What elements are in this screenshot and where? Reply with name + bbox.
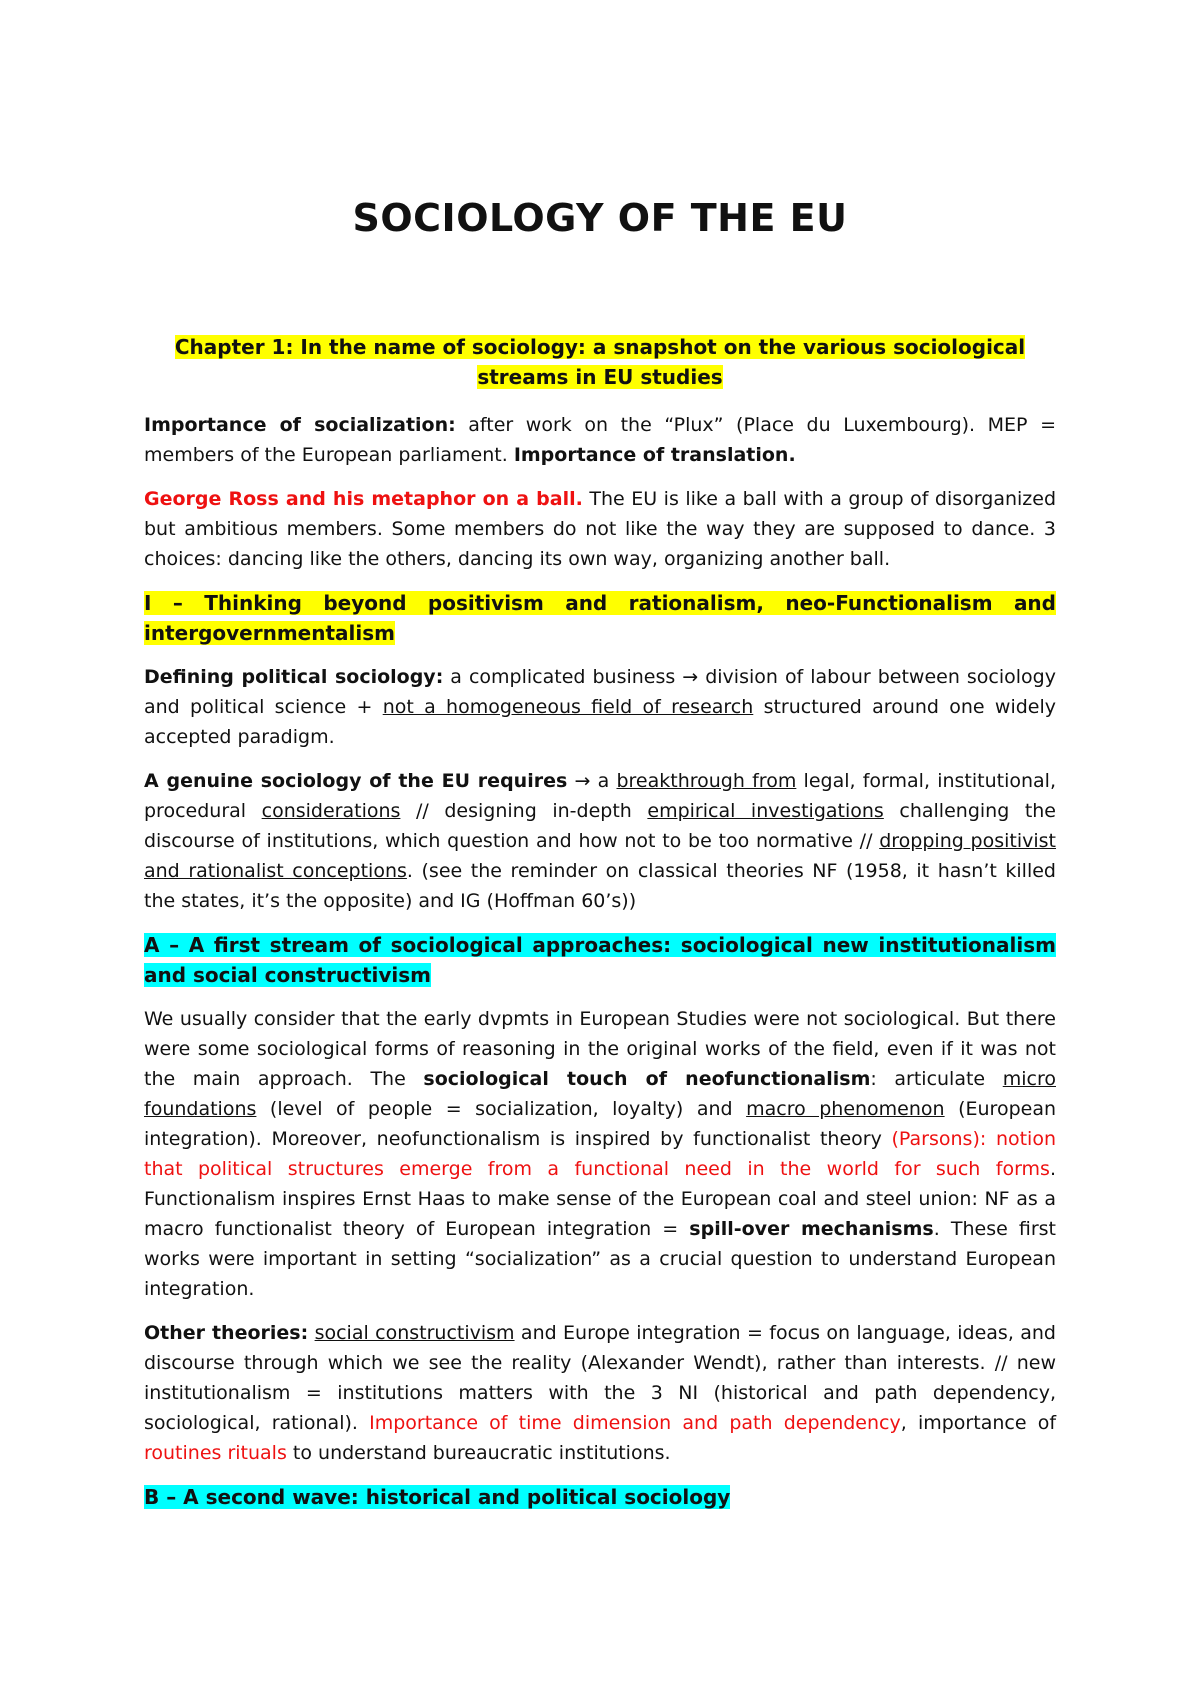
first-stream-bold-2: spill-over mechanisms bbox=[689, 1218, 934, 1240]
other-theories-underline-1: social constructivism bbox=[314, 1322, 515, 1344]
ross-lead: George Ross and his metaphor on a ball. bbox=[144, 488, 583, 510]
page-title: SOCIOLOGY OF THE EU bbox=[352, 196, 848, 240]
paragraph-genuine-sociology bbox=[144, 766, 1056, 916]
paragraph-ross-ball bbox=[144, 484, 1056, 574]
genuine-underline-3: empirical investigations bbox=[647, 800, 884, 822]
section-heading-b-text: B – A second wave: historical and political sociology bbox=[144, 1485, 731, 1509]
section-heading-b bbox=[144, 1482, 1056, 1512]
other-theories-text-4: to understand bureaucratic institutions. bbox=[286, 1442, 671, 1464]
section-heading-a-text: A – A first stream of sociological approaches: sociological new institutionalism and social constructivism bbox=[144, 933, 1056, 987]
section-heading-1 bbox=[144, 588, 1056, 648]
political-sociology-text-1: a complicated business → division of labour between sociology and political science + bbox=[144, 666, 1056, 718]
first-stream-text-5: . Functionalism inspires Ernst Haas to make sense of the European coal and steel union: NF as a macro functionalist theory of European integration = bbox=[144, 1158, 1056, 1240]
section-heading-1-text: I – Thinking beyond positivism and rationalism, neo-Functionalism and intergovernmentalism bbox=[144, 591, 1056, 645]
first-stream-red-1: (Parsons): notion that political structures emerge from a functional need in the world for such forms bbox=[144, 1128, 1056, 1180]
genuine-text-3: // designing in-depth bbox=[400, 800, 648, 822]
genuine-text-4: challenging the discourse of institutions, which question and how not to be too normative // bbox=[144, 800, 1057, 852]
chapter-heading-text: Chapter 1: In the name of sociology: a snapshot on the various sociological streams in EU studies bbox=[174, 335, 1026, 389]
other-theories-text-2: and Europe integration = focus on language, ideas, and discourse through which we see the reality (Alexander Wendt), rather than interests. // new institutionalism = institutions matters with the 3 NI (historical and path dependency, sociological, rational). bbox=[144, 1322, 1056, 1434]
genuine-underline-2: considerations bbox=[261, 800, 401, 822]
genuine-underline-1: breakthrough from bbox=[616, 770, 797, 792]
first-stream-underline-1: micro foundations bbox=[144, 1068, 1056, 1120]
genuine-text-5: . (see the reminder on classical theories NF (1958, it hasn’t killed the states, it’s the opposite) and IG (Hoffman 60’s)) bbox=[144, 860, 1056, 912]
other-theories-text-3: , importance of bbox=[900, 1412, 1057, 1434]
genuine-text-2: legal, formal, institutional, procedural bbox=[144, 770, 1057, 822]
other-theories-red-1: Importance of time dimension and path dependency bbox=[369, 1412, 901, 1434]
political-sociology-lead: Defining political sociology: bbox=[144, 666, 444, 688]
first-stream-text-3: (level of people = socialization, loyalty) and bbox=[256, 1098, 747, 1120]
socialization-text: after work on the “Plux” (Place du Luxembourg). MEP = members of the European parliament. bbox=[144, 414, 1056, 466]
first-stream-bold-1: sociological touch of neofunctionalism bbox=[423, 1068, 871, 1090]
socialization-lead: Importance of socialization: bbox=[144, 414, 456, 436]
first-stream-text-4: (European integration). Moreover, neofunctionalism is inspired by functionalist theory bbox=[144, 1098, 1057, 1150]
paragraph-socialization bbox=[144, 410, 1056, 470]
section-heading-a bbox=[144, 930, 1056, 990]
political-sociology-text-2: structured around one widely accepted paradigm. bbox=[144, 696, 1057, 748]
other-theories-lead: Other theories: bbox=[144, 1322, 309, 1344]
first-stream-text-1: We usually consider that the early dvpmts in European Studies were not sociological. But there were some sociological forms of reasoning in the original works of the field, even if it was not the main approach. The bbox=[144, 1008, 1056, 1090]
first-stream-text-6: . These first works were important in setting “socialization” as a crucial question to understand European integration. bbox=[144, 1218, 1056, 1300]
ross-text: The EU is like a ball with a group of disorganized but ambitious members. Some members do not like the way they are supposed to dance. 3 choices: dancing like the others, dancing its own way, organizing another ball. bbox=[144, 488, 1057, 570]
political-sociology-underline: not a homogeneous field of research bbox=[382, 696, 754, 718]
genuine-text-1: → a bbox=[567, 770, 617, 792]
other-theories-red-2: routines rituals bbox=[144, 1442, 287, 1464]
paragraph-political-sociology bbox=[144, 662, 1056, 752]
first-stream-text-2: : articulate bbox=[870, 1068, 1003, 1090]
paragraph-first-stream bbox=[144, 1004, 1056, 1304]
first-stream-underline-2: macro phenomenon bbox=[746, 1098, 945, 1120]
translation-emphasis: Importance of translation. bbox=[513, 444, 796, 466]
genuine-underline-4: dropping positivist and rationalist conceptions bbox=[144, 830, 1057, 882]
chapter-heading bbox=[144, 332, 1056, 392]
genuine-sociology-lead: A genuine sociology of the EU requires bbox=[144, 770, 568, 792]
paragraph-other-theories bbox=[144, 1318, 1056, 1468]
